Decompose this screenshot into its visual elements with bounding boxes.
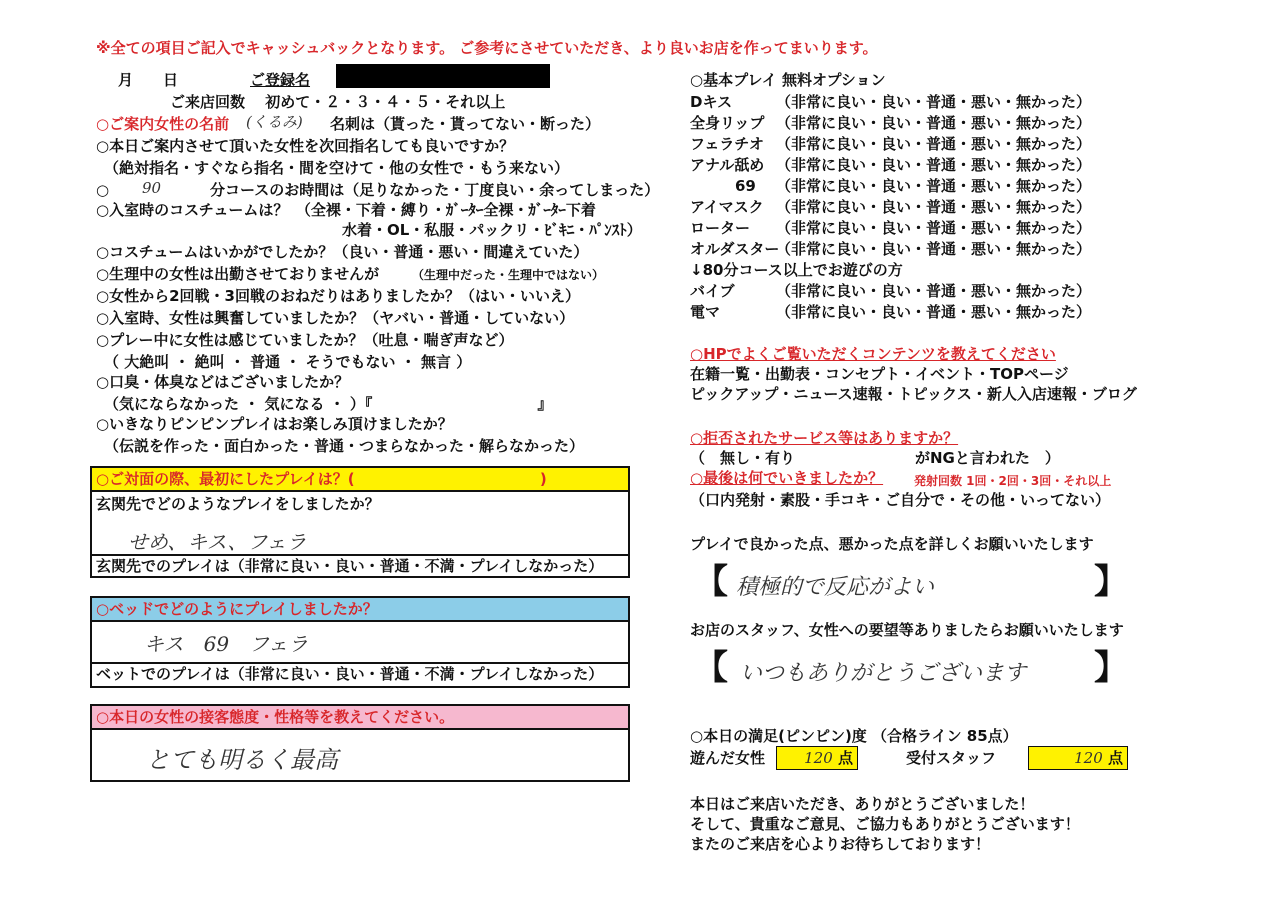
- basic-item-rating: （非常に良い・良い・普通・悪い・無かった）: [776, 177, 1092, 195]
- q-costume: ○入室時のコスチュームは？ （全裸・下着・縛り・ｶﾞｰﾀｰ全裸・ｶﾞｰﾀｰ下着: [96, 201, 596, 219]
- q-odor: ○口臭・体臭などはございましたか？: [96, 373, 350, 391]
- first-play-answer: せめ、キス、フェラ: [128, 530, 307, 554]
- q-course-text: 分コースのお時間は（足りなかった・丁度良い・余ってしまった）: [210, 181, 660, 199]
- staff-score-value: 120: [1074, 749, 1103, 767]
- first-play-eval: 玄関先でのプレイは（非常に良い・良い・普通・不満・プレイしなかった）: [96, 557, 604, 575]
- q-business-card: 名刺は（貰った・貰ってない・断った）: [330, 115, 601, 133]
- visit-count: ご来店回数 初めて・２・３・４・５・それ以上: [170, 93, 506, 111]
- q-nominate-options: （絶対指名・すぐなら指名・間を空けて・他の女性で・もう来ない）: [104, 159, 570, 177]
- hp-line-2: ピックアップ・ニュース速報・トピックス・新人入店速報・ブログ: [690, 385, 1137, 403]
- q-course-prefix: ○: [96, 181, 110, 199]
- good-bad-label: プレイで良かった点、悪かった点を詳しくお願いいたします: [690, 535, 1094, 553]
- attitude-title: ○本日の女性の接客態度・性格等を教えてください。: [90, 704, 630, 730]
- good-bad-bracket-close: 】: [1094, 562, 1128, 602]
- attitude-answer: とても明るく最高: [146, 746, 338, 774]
- over80-item-rating: （非常に良い・良い・普通・悪い・無かった）: [776, 303, 1092, 321]
- basic-item-label: 全身リップ: [690, 114, 765, 132]
- girl-score-unit: 点: [837, 749, 853, 767]
- over80-item-label: バイブ: [690, 282, 735, 300]
- finish-count: 発射回数 1回・2回・3回・それ以上: [914, 474, 1112, 488]
- finish-options: （口内発射・素股・手コキ・ご自分で・その他・いってない）: [690, 491, 1111, 509]
- girl-score-box: [776, 746, 858, 770]
- basic-item-rating: （非常に良い・良い・普通・悪い・無かった）: [776, 93, 1092, 111]
- good-bad-answer: 積極的で反応がよい: [736, 575, 935, 600]
- basic-item-label: 69: [690, 177, 756, 195]
- refused-options: （ 無し・有り がNGと言われた ）: [690, 449, 1060, 467]
- hp-line-1: 在籍一覧・出勤表・コンセプト・イベント・TOPページ: [690, 365, 1069, 383]
- request-bracket-close: 】: [1094, 648, 1128, 688]
- course-value: 90: [142, 179, 162, 197]
- q-pinpin-options: （伝説を作った・面白かった・普通・つまらなかった・解らなかった）: [104, 437, 585, 455]
- basic-item-rating: （非常に良い・良い・普通・悪い・無かった）: [776, 114, 1092, 132]
- satisfaction-title: ○本日の満足(ピンピン)度 （合格ライン 85点）: [690, 727, 1018, 745]
- staff-score-unit: 点: [1107, 749, 1123, 767]
- over80-note: ↓80分コース以上でお遊びの方: [690, 261, 903, 279]
- q-menstruation-options: （生理中だった・生理中ではない）: [412, 268, 605, 282]
- header-notice: ※全ての項目ご記入でキャッシュバックとなります。 ご参考にさせていただき、より良いお店を作ってまいります。: [96, 39, 878, 57]
- basic-play-title: ○基本プレイ 無料オプション: [690, 71, 886, 89]
- first-play-question: 玄関先でどのようなプレイをしましたか？: [96, 495, 380, 513]
- q-pinpin: ○いきなりピンピンプレイはお楽しみ頂けましたか？: [96, 415, 453, 433]
- q-costume-eval: ○コスチュームはいかがでしたか？（良い・普通・悪い・間違えていた）: [96, 243, 589, 261]
- thanks-line-3: またのご来店を心よりお待ちしております！: [690, 835, 991, 853]
- thanks-line-2: そして、貴重なご意見、ご協力もありがとうございます！: [690, 815, 1080, 833]
- q-odor-options: （気にならなかった ・ 気になる ・ ）『 』: [104, 395, 553, 413]
- q-second-round: ○女性から2回戦・3回戦のおねだりはありましたか？（はい・いいえ）: [96, 287, 580, 305]
- girl-score-label: 遊んだ女性: [690, 749, 766, 767]
- basic-item-label: ローター: [690, 219, 751, 237]
- q-menstruation: ○生理中の女性は出勤させておりませんが: [96, 265, 380, 283]
- staff-score-label: 受付スタッフ: [906, 749, 997, 767]
- request-bracket-open: 【: [694, 648, 728, 688]
- basic-item-rating: （非常に良い・良い・普通・悪い・無かった）: [776, 240, 1092, 258]
- redacted-name: [336, 64, 550, 88]
- basic-item-label: Dキス: [690, 93, 733, 111]
- basic-item-label: アナル舐め: [690, 156, 765, 174]
- over80-item-rating: （非常に良い・良い・普通・悪い・無かった）: [776, 282, 1092, 300]
- basic-item-rating: （非常に良い・良い・普通・悪い・無かった）: [776, 135, 1092, 153]
- over80-item-label: 電マ: [690, 303, 721, 321]
- basic-item-rating: （非常に良い・良い・普通・悪い・無かった）: [776, 219, 1092, 237]
- q-guide-name-label: ○ご案内女性の名前: [96, 115, 230, 133]
- q-excited: ○入室時、女性は興奮していましたか？（ヤバい・普通・していない）: [96, 309, 575, 327]
- q-feeling: ○プレー中に女性は感じていましたか？（吐息・喘ぎ声など）: [96, 331, 514, 349]
- refused-title: ○拒否されたサービス等はありますか？: [690, 429, 959, 447]
- basic-item-label: フェラチオ: [690, 135, 764, 153]
- q-feeling-options: （ 大絶叫 ・ 絶叫 ・ 普通 ・ そうでもない ・ 無言 ）: [104, 353, 472, 371]
- bed-play-answer: キス 69 フェラ: [144, 632, 309, 656]
- bed-play-eval: ベットでのプレイは（非常に良い・良い・普通・不満・プレイしなかった）: [96, 665, 604, 683]
- basic-item-label: アイマスク: [690, 198, 764, 216]
- finish-title: ○最後は何でいきましたか？: [690, 469, 884, 487]
- request-answer: いつもありがとうございます: [740, 661, 1027, 686]
- girl-score-value: 120: [804, 749, 833, 767]
- basic-item-label: オルダスター: [690, 240, 780, 258]
- q-costume-2: 水着・OL・私服・パックリ・ﾋﾞｷﾆ・ﾊﾟﾝｽﾄ）: [342, 221, 642, 239]
- basic-item-rating: （非常に良い・良い・普通・悪い・無かった）: [776, 198, 1092, 216]
- thanks-line-1: 本日はご来店いただき、ありがとうございました！: [690, 795, 1035, 813]
- staff-score-box: [1028, 746, 1128, 770]
- month-day: 月 日: [118, 71, 179, 89]
- q-nominate-next: ○本日ご案内させて頂いた女性を次回指名しても良いですか？: [96, 137, 515, 155]
- registered-name-label: ご登録名: [250, 71, 311, 89]
- basic-item-rating: （非常に良い・良い・普通・悪い・無かった）: [776, 156, 1092, 174]
- first-play-title: ○ご対面の際、最初にしたプレイは？( ): [90, 466, 630, 492]
- hp-title: ○HPでよくご覧いただくコンテンツを教えてください: [690, 345, 1056, 363]
- bed-play-title: ○ベッドでどのようにプレイしましたか？: [90, 596, 630, 622]
- request-label: お店のスタッフ、女性への要望等ありましたらお願いいたします: [690, 621, 1124, 639]
- guide-name-value: (くるみ): [246, 113, 303, 131]
- good-bad-bracket-open: 【: [694, 562, 728, 602]
